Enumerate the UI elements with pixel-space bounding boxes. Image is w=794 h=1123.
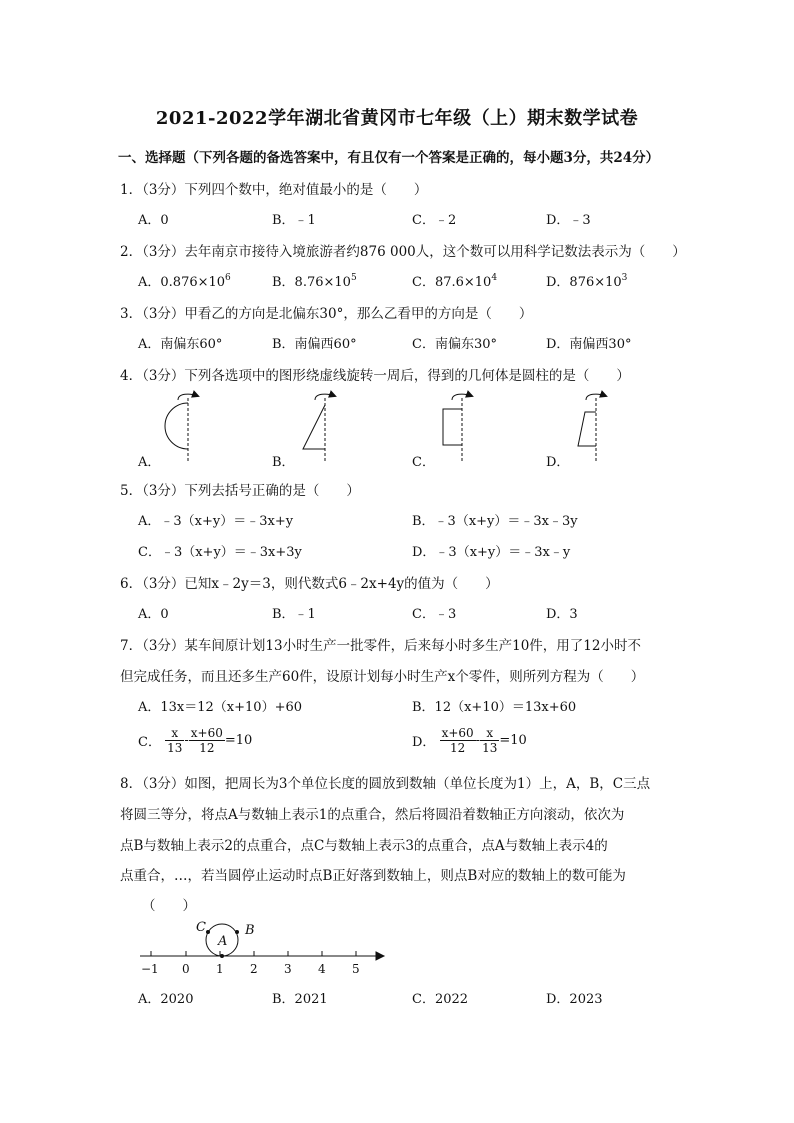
q3-option-c[interactable]: C．南偏东30°	[412, 337, 497, 352]
question-5-stem: 5．（3分）下列去括号正确的是（ ）	[120, 483, 360, 499]
q8-axis-label-2: 2	[250, 962, 258, 976]
q4-option-b[interactable]: B．	[272, 455, 295, 470]
q7-d-label: D．	[412, 735, 436, 750]
q8-number-line	[140, 951, 384, 960]
q1-option-c[interactable]: C．﹣2	[412, 213, 457, 228]
question-7-line-2: 但完成任务，而且还多生产60件，设原计划每小时生产x个零件，则所列方程为（ ）	[120, 669, 645, 685]
q2-a-base: A．0.876×10	[138, 275, 226, 290]
q6-option-a[interactable]: A．0	[138, 607, 169, 622]
q2-option-c[interactable]	[412, 271, 497, 290]
question-8-line-4: 点重合，…，若当圆停止运动时点B正好落到数轴上，则点B对应的数轴上的数可能为	[120, 868, 626, 884]
q4-option-c[interactable]: C．	[412, 455, 435, 470]
question-6-stem: 6．（3分）已知x﹣2y＝3，则代数式6﹣2x+4y的值为（ ）	[120, 576, 499, 592]
q8-point-c-label: C	[196, 920, 206, 935]
q2-option-d[interactable]	[546, 271, 627, 290]
q3-option-d[interactable]: D．南偏西30°	[546, 337, 632, 352]
question-3-stem: 3．（3分）甲看乙的方向是北偏东30°，那么乙看甲的方向是（ ）	[120, 306, 533, 322]
question-8-line-2: 将圆三等分，将点A与数轴上表示1的点重合，然后将圆沿着数轴正方向滚动，依次为	[120, 807, 625, 823]
q2-d-base: D．876×10	[546, 275, 622, 290]
q2-c-base: C．87.6×10	[412, 275, 492, 290]
q7-c-fraction-1: $\frac{x}{13}$	[167, 726, 183, 755]
q5-option-a[interactable]: A．﹣3（x+y）＝﹣3x+y	[138, 514, 294, 529]
q4-option-d[interactable]: D．	[546, 455, 570, 470]
question-4-stem: 4．（3分）下列各选项中的图形绕虚线旋转一周后，得到的几何体是圆柱的是（ ）	[120, 368, 630, 384]
section-heading-choice: 一、选择题（下列各题的备选答案中，有且仅有一个答案是正确的，每小题3分，共24分）	[118, 150, 660, 166]
q7-d-fraction-1: $\frac{x+60}{12}$	[441, 726, 474, 755]
q5-option-d[interactable]: D．﹣3（x+y）＝﹣3x﹣y	[412, 545, 571, 560]
q8-axis-label-4: 4	[318, 962, 326, 976]
question-2-stem: 2．（3分）去年南京市接待入境旅游者约876 000人，这个数可以用科学记数法表示为（ ）	[120, 244, 686, 260]
q2-b-base: B．8.76×10	[272, 275, 351, 290]
q4-figure-a-semicircle	[165, 394, 198, 462]
q8-point-a-label: A	[218, 934, 228, 949]
q2-option-a[interactable]	[138, 271, 231, 290]
question-7-line-1: 7．（3分）某车间原计划13小时生产一批零件，后来每小时多生产10件，用了12小时不	[120, 638, 641, 654]
q2-option-b[interactable]	[272, 271, 357, 290]
q7-d-fraction-2: $\frac{x}{13}$	[482, 726, 498, 755]
page-title: 2021-2022学年湖北省黄冈市七年级（上）期末数学试卷	[155, 108, 639, 129]
q7-c-tail: =10	[224, 733, 253, 748]
question-8-line-1: 8．（3分）如图，把周长为3个单位长度的圆放到数轴（单位长度为1）上，A，B，C三点	[120, 776, 651, 792]
q8-axis-label-1: 1	[216, 962, 224, 976]
q7-option-a[interactable]: A．13x＝12（x+10）+60	[138, 700, 303, 715]
q7-c-label: C．	[138, 735, 161, 750]
q4-figure-d-trapezoid	[578, 394, 606, 462]
q5-option-c[interactable]: C．﹣3（x+y）＝﹣3x+3y	[138, 545, 302, 560]
q6-option-b[interactable]: B．﹣1	[272, 607, 316, 622]
q2-b-exponent: 5	[350, 273, 357, 283]
q8-axis-label-0: 0	[182, 962, 190, 976]
q2-a-exponent: 6	[225, 273, 231, 283]
question-1-stem: 1．（3分）下列四个数中，绝对值最小的是（ ）	[120, 182, 428, 198]
question-8-line-3: 点B与数轴上表示2的点重合，点C与数轴上表示3的点重合，点A与数轴上表示4的	[120, 838, 608, 854]
q6-option-c[interactable]: C．﹣3	[412, 607, 457, 622]
q4-figure-b-triangle	[303, 394, 335, 462]
q4-option-a[interactable]: A．	[138, 455, 161, 470]
q7-d-operator: -	[475, 733, 481, 748]
q8-axis-label-neg1: −1	[141, 962, 159, 976]
q1-option-a[interactable]: A．0	[138, 213, 169, 228]
q6-option-d[interactable]: D．3	[546, 607, 578, 622]
q2-c-exponent: 4	[491, 273, 498, 283]
q7-d-tail: =10	[499, 733, 527, 748]
q8-option-d[interactable]: D．2023	[546, 992, 603, 1007]
question-8-line-5: （ ）	[142, 898, 196, 914]
q8-option-b[interactable]: B．2021	[272, 992, 328, 1007]
q3-option-a[interactable]: A．南偏东60°	[138, 337, 223, 352]
q7-option-c[interactable]	[138, 726, 252, 755]
q8-axis-label-5: 5	[352, 962, 360, 976]
q3-option-b[interactable]: B．南偏西60°	[272, 337, 357, 352]
q7-option-b[interactable]: B．12（x+10）＝13x+60	[412, 700, 577, 715]
q8-option-c[interactable]: C．2022	[412, 992, 469, 1007]
q7-c-operator: -	[184, 733, 189, 748]
q1-option-d[interactable]: D．﹣3	[546, 213, 591, 228]
q8-axis-label-3: 3	[284, 962, 292, 976]
q7-c-fraction-2: $\frac{x+60}{12}$	[190, 726, 223, 755]
q7-option-d[interactable]	[412, 726, 527, 755]
q8-point-b-label: B	[245, 923, 255, 938]
q8-option-a[interactable]: A．2020	[138, 992, 194, 1007]
q5-option-b[interactable]: B．﹣3（x+y）＝﹣3x﹣3y	[412, 514, 578, 529]
q2-d-exponent: 3	[621, 273, 628, 283]
q4-figure-c-rectangle	[443, 394, 472, 462]
q1-option-b[interactable]: B．﹣1	[272, 213, 316, 228]
